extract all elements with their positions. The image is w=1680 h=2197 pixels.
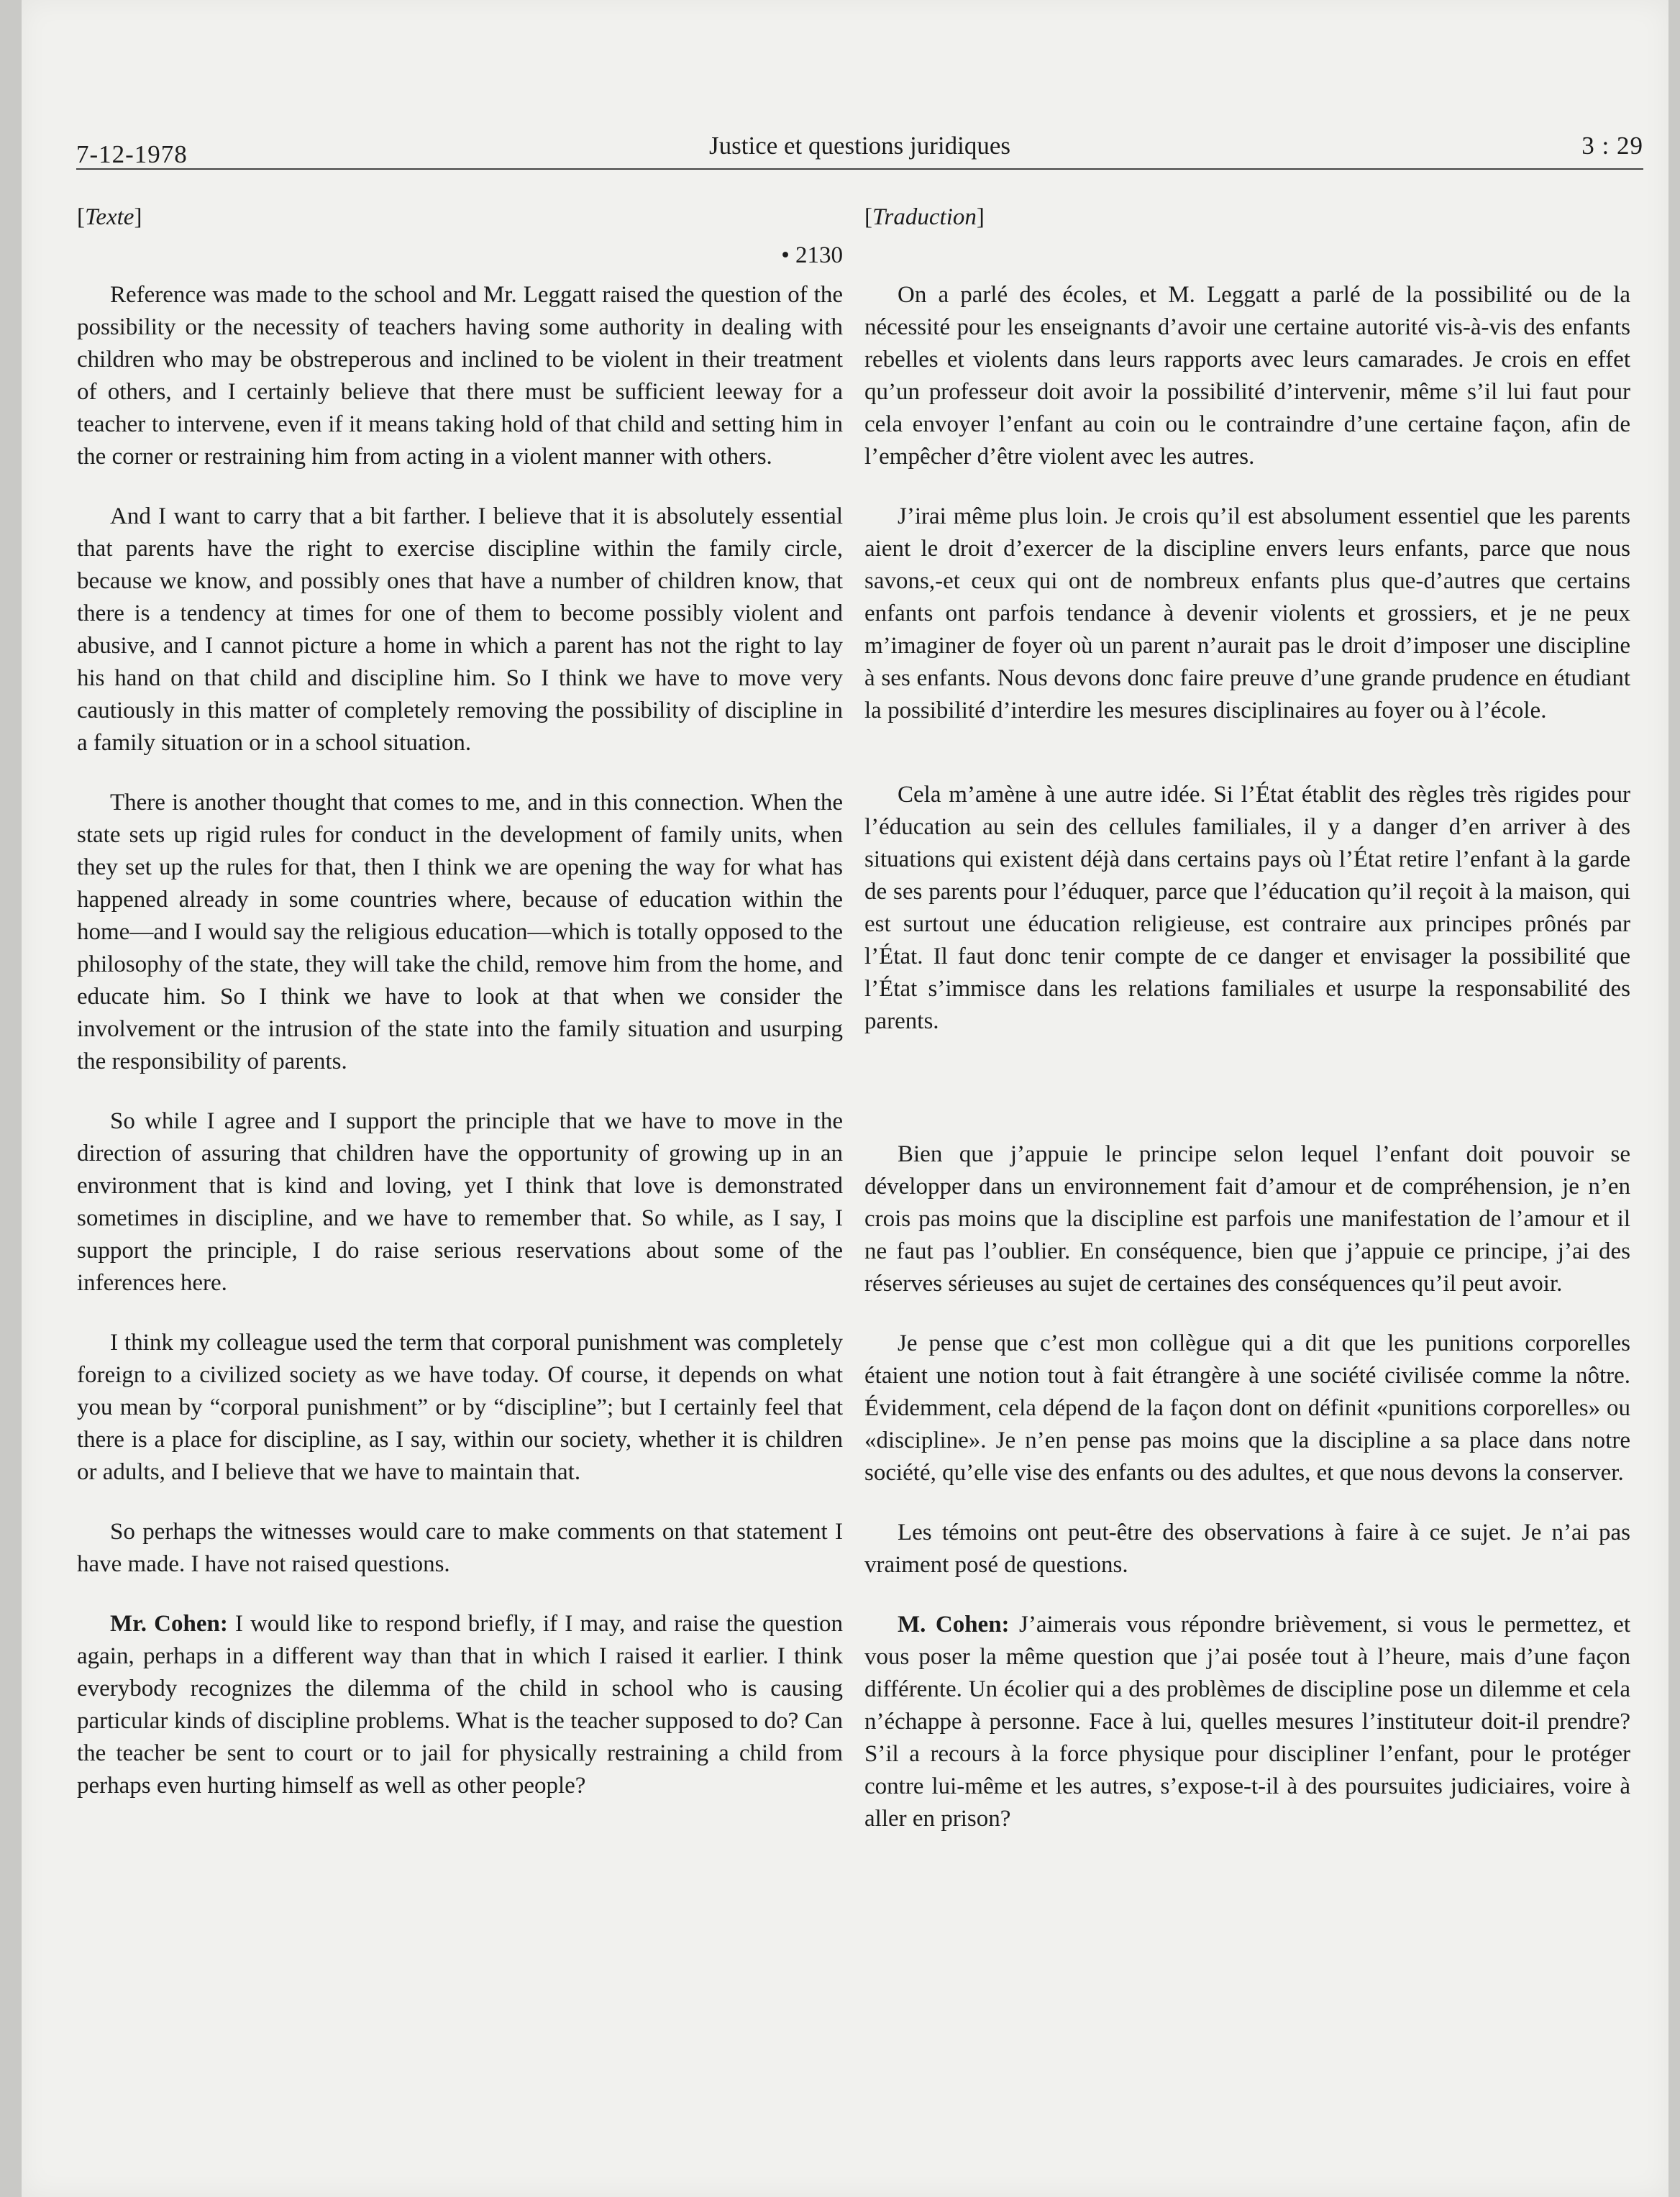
speaker-text: J’aimerais vous répondre brièvement, si vous le permettez, et vous poser la même question que j’ai posée tout à l’heure, mais d’une façon différente. Un écolier qui a des problèmes de discipline pose un dilemme et cela n’échappe à personne. Face à lui, quelles mesures l’instituteur doit-il prendre? S’il a recours à la force physique pour discipliner l’enfant, pour le protéger contre lui-même et les autres, s’expose-t-il à des poursuites judiciaires, voire à aller en prison? — [864, 1612, 1630, 1832]
header-date: 7-12-1978 — [76, 140, 188, 168]
header-title: Justice et questions juridiques — [709, 132, 1010, 160]
french-paragraph: Je pense que c’est mon collègue qui a dit que les punitions corporelles étaient une notion tout à fait étrangère à une société civilisée comme la nôtre. Évidemment, cela dépend de la façon dont on définit «punitions corporelles» ou «discipline». Je n’en pense pas moins que la discipline a sa place dans notre société, qu’elle vise des enfants ou des adultes, et que nous devons la conserver. — [864, 1330, 1630, 1486]
french-paragraph: On a parlé des écoles, et M. Leggatt a parlé de la possibilité ou de la nécessité pour les enseignants d’avoir une certaine autorité vis-à-vis des enfants rebelles et violents dans leurs rapports avec leurs camarades. Je crois en effet qu’un professeur doit avoir la possibilité d’intervenir, même s’il lui faut pour cela envoyer l’enfant au coin ou le contraindre d’une certaine façon, afin de l’empêcher d’être violent avec les autres. — [864, 282, 1630, 470]
english-paragraph: And I want to carry that a bit farther. I believe that it is absolutely essential that parents have the right to exercise discipline within the family circle, because we know, and possibly ones that have a number of children know, that there is a tendency at times for one of them to become possibly violent and abusive, and I cannot picture a home in which a parent has not the right to lay his hand on that child and discipline him. So I think we have to move very cautiously in this matter of completely removing the possibility of discipline in a family situation or in a school situation. — [77, 503, 843, 756]
header-page-number: 3 : 29 — [1581, 132, 1643, 160]
french-paragraph: Cela m’amène à une autre idée. Si l’État établit des règles très rigides pour l’éducation au sein des cellules familiales, il y a danger d’en arriver à des situations qui existent déjà dans certains pays où l’État retire l’enfant à la garde de ses parents pour l’éduquer, parce que l’éducation qu’il reçoit à la maison, qui est surtout une éducation religieuse, est contraire aux principes prônés par l’État. Il faut donc tenir compte de ce danger et envisager la possibilité que l’État s’immisce dans les relations familiales et usurpe la responsabilité des parents. — [864, 782, 1630, 1034]
document-page — [22, 0, 1668, 2197]
french-speaker-paragraph — [864, 1609, 1630, 1835]
time-marker: • 2130 — [781, 242, 843, 268]
english-paragraph: Reference was made to the school and Mr. Leggatt raised the question of the possibility or the necessity of teachers having some authority in dealing with children who may be obstreperous and inclined to be violent in their treatment of others, and I certainly believe that there must be sufficient leeway for a teacher to intervene, even if it means taking hold of that child and setting him in the corner or restraining him from acting in a violent manner with others. — [77, 282, 843, 470]
speaker-text: I would like to respond briefly, if I may, and raise the question again, perhaps in a different way than that in which I raised it earlier. I think everybody recognizes the dilemma of the child in school who is causing particular kinds of discipline problems. What is the teacher supposed to do? Can the teacher be sent to court or to jail for physically restraining a child from perhaps even hurting himself as well as other people? — [77, 1611, 843, 1799]
french-column — [864, 201, 1630, 1863]
english-paragraph: So while I agree and I support the principle that we have to move in the direction of assuring that children have the opportunity of growing up in an environment that is kind and loving, yet I think that love is demonstrated sometimes in discipline, and we have to remember that. So while, as I say, I support the principle, I do raise serious reservations about some of the inferences here. — [77, 1108, 843, 1296]
french-column-label: [Traduction] — [864, 204, 985, 230]
speaker-name: M. Cohen: — [898, 1612, 1010, 1638]
english-speaker-paragraph — [77, 1608, 843, 1802]
french-paragraph: Les témoins ont peut-être des observations à faire à ce sujet. Je n’ai pas vraiment posé de questions. — [864, 1520, 1630, 1578]
french-paragraph: J’irai même plus loin. Je crois qu’il est absolument essentiel que les parents aient le droit d’exercer de la discipline envers leurs enfants, parce que nous savons,-et ceux qui ont de nombreux enfants plus que-d’autres que certains enfants ont parfois tendance à devenir violents et grossiers, et je ne peux m’imaginer de foyer où un parent n’aurait pas le droit d’imposer une discipline à ses enfants. Nous devons donc faire preuve d’une grande prudence en étudiant la possibilité d’interdire les mesures disciplinaires au foyer ou à l’école. — [864, 503, 1630, 723]
english-column — [77, 201, 843, 1830]
english-paragraph: There is another thought that comes to me, and in this connection. When the state sets up rigid rules for conduct in the development of family units, when they set up the rules for that, then I think we are opening the way for what has happened already in some countries where, because of education within the home—and I would say the religious education—which is totally opposed to the philosophy of the state, they will take the child, remove him from the home, and educate him. So I think we have to look at that when we consider the involvement or the intrusion of the state into the family situation and usurping the responsibility of parents. — [77, 790, 843, 1074]
french-paragraph: Bien que j’appuie le principe selon lequel l’enfant doit pouvoir se développer dans un environnement fait d’amour et de compréhension, je n’en crois pas moins que la discipline est parfois une manifestation de l’amour et il ne faut pas l’oublier. En conséquence, bien que j’appuie ce principe, j’ai des réserves sérieuses au sujet de certaines des conséquences qu’il peut avoir. — [864, 1141, 1630, 1297]
english-paragraph: I think my colleague used the term that corporal punishment was completely foreign to a civilized society as we have today. Of course, it depends on what you mean by “corporal punishment” or by “discipline”; but I certainly feel that there is a place for discipline, as I say, within our society, whether it is children or adults, and I believe that we have to maintain that. — [77, 1330, 843, 1485]
speaker-name: Mr. Cohen: — [110, 1611, 228, 1637]
english-paragraph: So perhaps the witnesses would care to make comments on that statement I have made. I have not raised questions. — [77, 1519, 843, 1577]
english-column-label: [Texte] — [77, 204, 142, 230]
running-header — [76, 124, 1643, 170]
